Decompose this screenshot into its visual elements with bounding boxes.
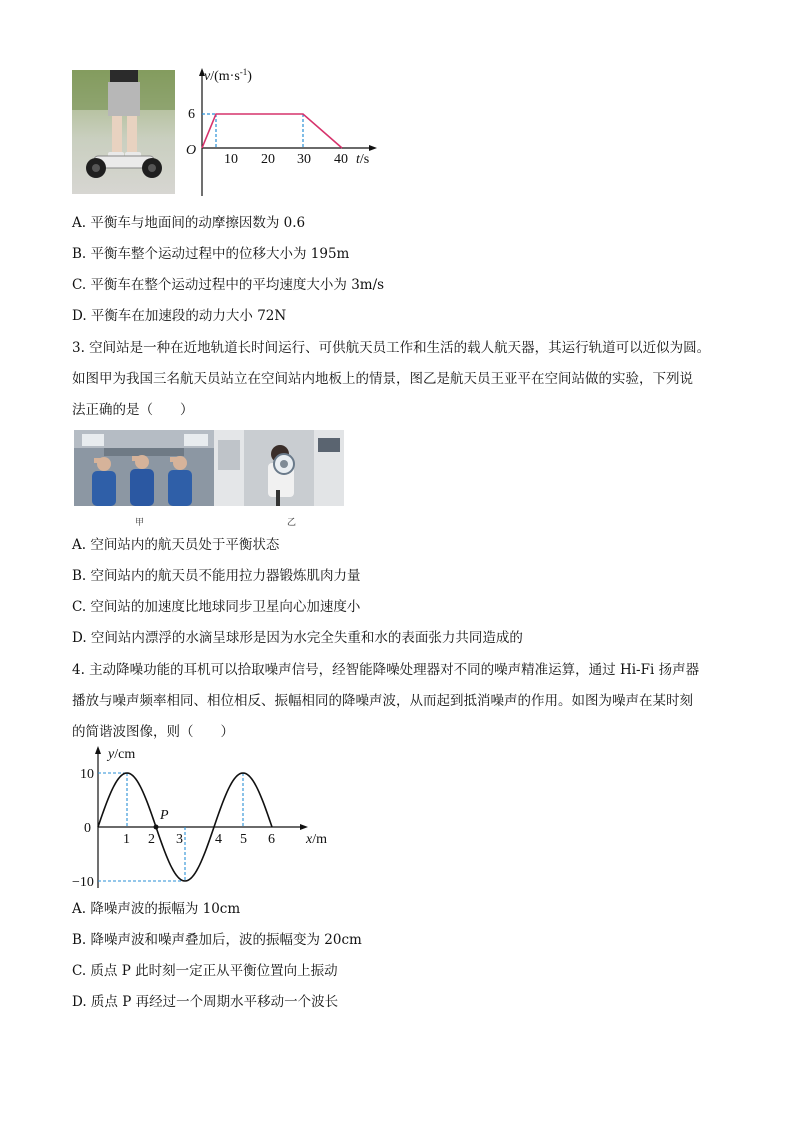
origin-label: O (186, 143, 197, 158)
x-tick-1: 1 (123, 832, 130, 847)
x-tick-30: 30 (297, 152, 311, 167)
q2-option-d: D. 平衡车在加速段的动力大小 72N (72, 308, 287, 324)
point-p-marker (154, 825, 159, 830)
q2-option-a: A. 平衡车与地面间的动摩擦因数为 0.6 (72, 215, 306, 231)
q4-option-a: A. 降噪声波的振幅为 10cm (72, 901, 241, 917)
x-tick-40: 40 (334, 152, 348, 167)
q4-option-c: C. 质点 P 此时刻一定正从平衡位置向上振动 (72, 963, 338, 979)
q3-stem-line-2: 如图甲为我国三名航天员站立在空间站内地板上的情景，图乙是航天员王亚平在空间站做的实验，下列说 (72, 371, 693, 387)
q4-stem-line-3: 的简谐波图像，则（ ） (72, 724, 234, 740)
y-tick-minus-10: −10 (72, 875, 94, 890)
q2-option-c: C. 平衡车在整个运动过程中的平均速度大小为 3m/s (72, 277, 385, 293)
wave-graph (70, 742, 340, 892)
y-axis-label: y/cm (108, 747, 136, 762)
y-axis-label: $v/(m\cdot s^{-1})$ (204, 67, 252, 84)
q3-stem-line-3: 法正确的是（ ） (72, 402, 194, 418)
x-axis-label: x/m (306, 832, 327, 847)
y-tick-6: 6 (188, 107, 195, 122)
q2-option-b: B. 平衡车整个运动过程中的位移大小为 195m (72, 246, 350, 262)
q3-stem-line-1: 3. 空间站是一种在近地轨道长时间运行、可供航天员工作和生活的载人航天器，其运行轨道可以近似为圆。 (72, 340, 711, 356)
x-tick-3: 3 (176, 832, 183, 847)
q3-option-b: B. 空间站内的航天员不能用拉力器锻炼肌肉力量 (72, 568, 361, 584)
caption-yi: 乙 (287, 518, 297, 528)
q4-stem-line-1: 4. 主动降噪功能的耳机可以拾取噪声信号，经智能降噪处理器对不同的噪声精准运算，通过 Hi-Fi 扬声器 (72, 662, 700, 678)
x-tick-4: 4 (215, 832, 222, 847)
balance-scooter-photo (72, 70, 175, 194)
astronauts-photo-jia (74, 430, 214, 506)
wang-yaping-experiment-photo-yi (214, 430, 344, 506)
x-tick-6: 6 (268, 832, 275, 847)
caption-jia: 甲 (135, 518, 145, 528)
q3-option-c: C. 空间站的加速度比地球同步卫星向心加速度小 (72, 599, 361, 615)
velocity-time-graph (182, 62, 382, 202)
x-tick-20: 20 (261, 152, 275, 167)
q4-option-d: D. 质点 P 再经过一个周期水平移动一个波长 (72, 994, 339, 1010)
velocity-curve (202, 114, 342, 148)
x-axis-label: t/s (356, 152, 370, 167)
x-tick-5: 5 (240, 832, 247, 847)
y-tick-10: 10 (80, 767, 94, 782)
q4-stem-line-2: 播放与噪声频率相同、相位相反、振幅相同的降噪声波，从而起到抵消噪声的作用。如图为噪声在某时刻 (72, 693, 693, 709)
q4-option-b: B. 降噪声波和噪声叠加后，波的振幅变为 20cm (72, 932, 362, 948)
q3-option-d: D. 空间站内漂浮的水滴呈球形是因为水完全失重和水的表面张力共同造成的 (72, 630, 523, 646)
y-tick-0: 0 (84, 821, 91, 836)
x-tick-10: 10 (224, 152, 238, 167)
x-tick-2: 2 (148, 832, 155, 847)
point-p-label: P (160, 808, 169, 823)
q3-option-a: A. 空间站内的航天员处于平衡状态 (72, 537, 280, 553)
